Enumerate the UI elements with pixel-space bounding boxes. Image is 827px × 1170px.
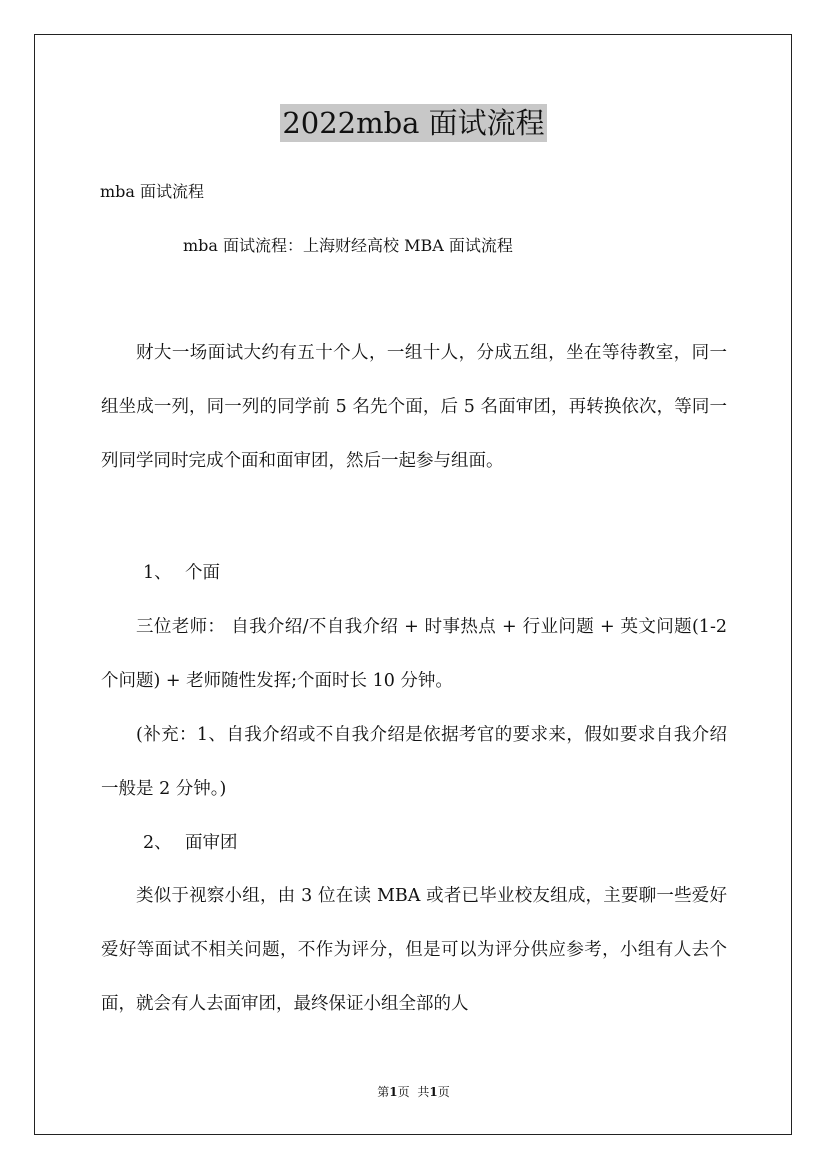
list-item-2-heading [143,831,238,855]
list-item-1-heading [143,561,220,585]
page-suffix: 页 [397,1085,410,1099]
item1-note-paragraph: (补充：1、自我介绍或不自我介绍是依据考官的要求来，假如要求自我介绍一般是 2 分钟。) [101,725,727,799]
list-item-number: 1、 [143,563,172,583]
total-pages: 1 [429,1085,438,1099]
section-heading: mba 面试流程：上海财经高校 MBA 面试流程 [183,236,513,255]
page-number: 1 [389,1085,398,1099]
list-item-label: 面审团 [185,833,238,853]
document-subtitle: mba 面试流程 [100,182,205,201]
item2-body-paragraph: 类似于视察小组，由 3 位在读 MBA 或者已毕业校友组成，主要聊一些爱好爱好等面试不相关问题，不作为评分，但是可以为评分供应参考，小组有人去个面，就会有人去面审团，最终保证小组全部的人 [101,886,727,1014]
title-container [0,104,827,142]
list-item-number: 2、 [143,833,172,853]
item1-body-paragraph: 三位老师： 自我介绍/不自我介绍 + 时事热点 + 行业问题 + 英文问题(1-2 个问题) + 老师随性发挥;个面时长 10 分钟。 [101,617,727,691]
list-item-label: 个面 [185,563,220,583]
document-title: 2022mba 面试流程 [282,106,545,140]
page-prefix: 第 [377,1085,390,1099]
page-footer [0,1083,827,1100]
total-suffix: 页 [437,1085,450,1099]
total-prefix: 共 [417,1085,430,1099]
intro-paragraph: 财大一场面试大约有五十个人，一组十人，分成五组，坐在等待教室，同一组坐成一列，同一列的同学前 5 名先个面，后 5 名面审团，再转换依次，等同一列同学同时完成个面和面审团，然后一起参与组面。 [101,343,727,471]
